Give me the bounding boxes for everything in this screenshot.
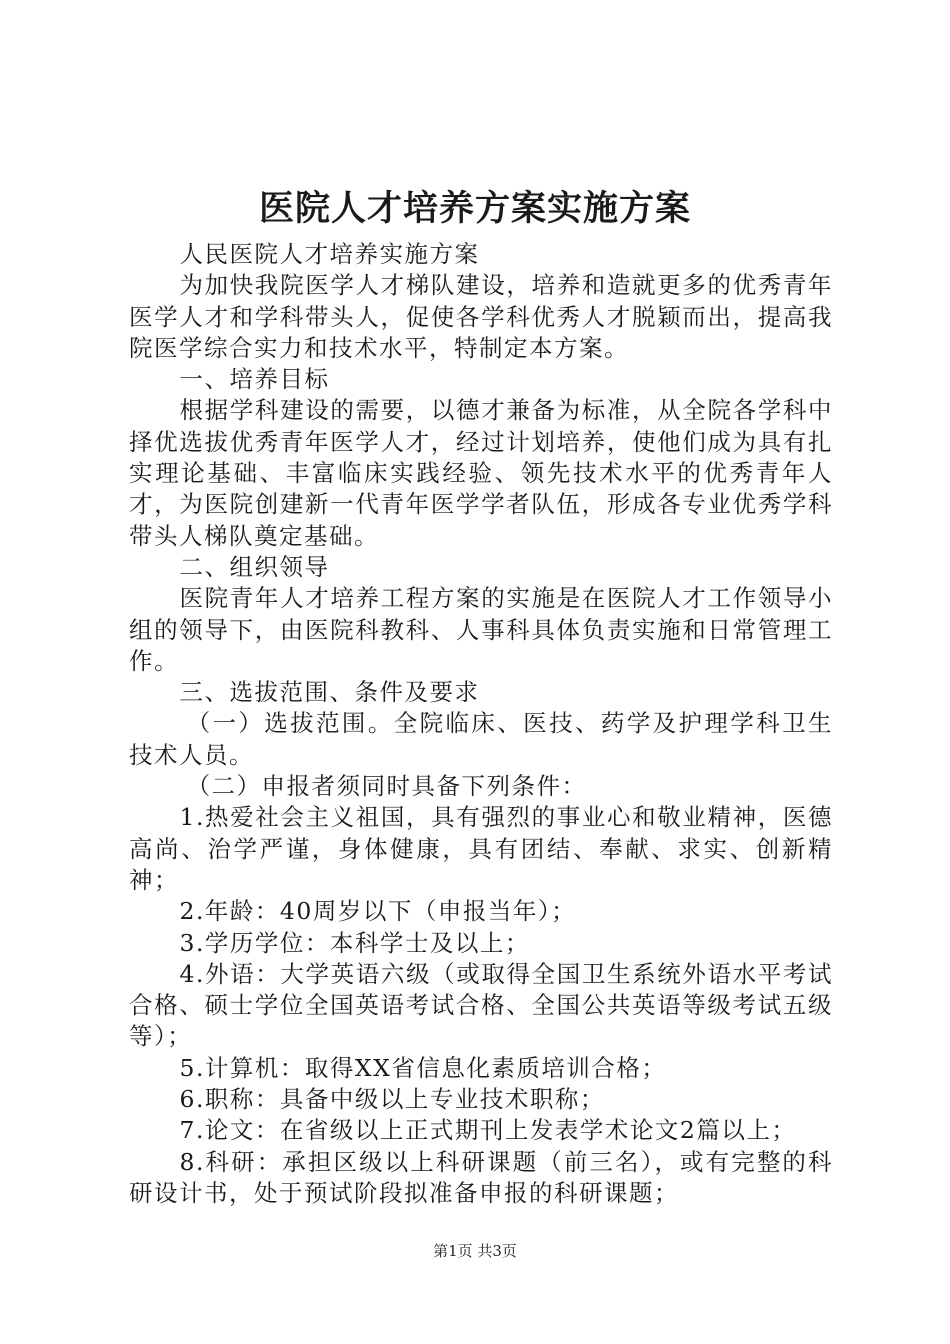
goals-paragraph: 根据学科建设的需要，以德才兼备为标准，从全院各学科中择优选拔优秀青年医学人才，经过计划培养，使他们成为具有扎实理论基础、丰富临床实践经验、领先技术水平的优秀青年人才，为医院创建新一代青年医学学者队伍，形成各专业优秀学科带头人梯队奠定基础。	[129, 396, 833, 550]
condition-item-2: 2.年龄：40周岁以下（申报当年）；	[179, 897, 577, 926]
condition-item-4: 4.外语：大学英语六级（或取得全国卫生系统外语水平考试合格、硕士学位全国英语考试合格、全国公共英语等级考试五级等）；	[129, 959, 833, 1051]
intro-paragraph: 为加快我院医学人才梯队建设，培养和造就更多的优秀青年医学人才和学科带头人，促使各学科优秀人才脱颖而出，提高我院医学综合实力和技术水平，特制定本方案。	[129, 271, 833, 362]
condition-item-1: 1.热爱社会主义祖国，具有强烈的事业心和敬业精神，医德高尚、治学严谨，身体健康，具有团结、奉献、求实、创新精神；	[129, 803, 833, 894]
condition-item-7: 7.论文：在省级以上正式期刊上发表学术论文2篇以上；	[179, 1116, 797, 1145]
section-heading-goals: 一、培养目标	[179, 365, 330, 394]
condition-item-6: 6.职称：具备中级以上专业技术职称；	[179, 1085, 605, 1114]
section-heading-leadership: 二、组织领导	[179, 552, 330, 581]
document-title: 医院人才培养方案实施方案	[258, 188, 691, 229]
subtitle-paragraph: 人民医院人才培养实施方案	[179, 240, 480, 268]
condition-item-3: 3.学历学位：本科学士及以上；	[179, 928, 530, 957]
conditions-heading: （二）申报者须同时具备下列条件：	[186, 772, 587, 801]
page-number-footer: 第1页 共3页	[433, 1242, 517, 1260]
document-body	[129, 239, 833, 1209]
selection-scope-paragraph: （一）选拔范围。全院临床、医技、药学及护理学科卫生技术人员。	[129, 709, 833, 769]
condition-item-5: 5.计算机：取得XX省信息化素质培训合格；	[179, 1053, 667, 1082]
leadership-paragraph: 医院青年人才培养工程方案的实施是在医院人才工作领导小组的领导下，由医院科教科、人事科具体负责实施和日常管理工作。	[129, 584, 833, 675]
section-heading-selection: 三、选拔范围、条件及要求	[179, 678, 480, 707]
condition-item-8: 8.科研：承担区级以上科研课题（前三名），或有完整的科研设计书，处于预试阶段拟准备申报的科研课题；	[129, 1147, 833, 1207]
